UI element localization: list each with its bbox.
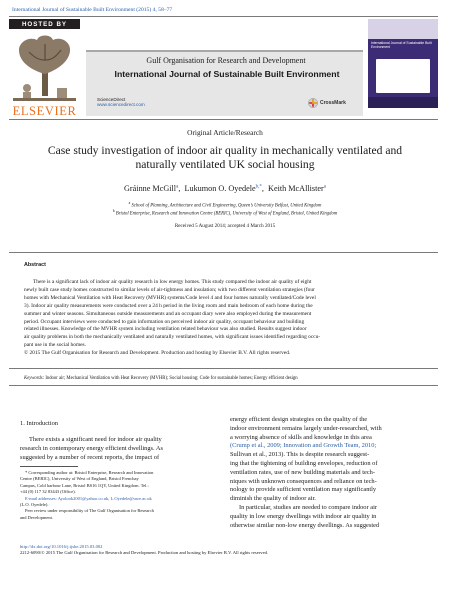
footnotes xyxy=(20,470,216,521)
abstract-body xyxy=(24,279,427,358)
keywords-label: Keywords: xyxy=(24,376,45,381)
abstract-heading: Abstract xyxy=(24,262,46,268)
hosted-by-badge: HOSTED BY xyxy=(9,19,80,29)
cover-logo-panel xyxy=(376,59,430,93)
abstract-line: homes with Mechanical Ventilation with Heat Recovery (MVHR) systems/Code level 4 and four homes naturally ventilated/Code level xyxy=(24,294,316,301)
keywords xyxy=(24,376,434,381)
affiliation-mark: b xyxy=(112,209,115,213)
sciencedirect-block xyxy=(97,97,145,108)
footnote-line: Campus, Cold harbour Lane, Bristol BS16 1QY, United Kingdom. Tel.: xyxy=(20,482,149,488)
abstract-line: newly built case study homes constructed to similar levels of air-tightness and insulation; with two different ventilation strategies (four xyxy=(24,286,315,293)
header-rule xyxy=(9,119,438,120)
footnote-line: * Corresponding author at: Bristol Enterprise, Research and Innovation xyxy=(25,470,154,475)
received-dates: Received 5 August 2014; accepted 4 March 2015 xyxy=(174,223,276,229)
organisation-name: Gulf Organisation for Research and Development xyxy=(146,56,306,65)
journal-cover-thumbnail[interactable] xyxy=(368,19,438,108)
affiliation-text: Bristol Enterprise, Research and Innovation Centre (BERIC), University of West of England, Bristol, United Kingdom xyxy=(115,211,338,217)
doi-link[interactable]: http://dx.doi.org/10.1016/j.ijsbe.2015.03.002 xyxy=(20,544,103,549)
footnote-line: Peer review under responsibility of The Gulf Organisation for Research xyxy=(25,508,154,514)
crossmark-icon xyxy=(308,98,318,108)
body-line: ing that the tightening of building envelopes, reduction of xyxy=(230,459,378,467)
footnote-line: Centre (BERIC), University of West of England, Bristol Frenchay xyxy=(20,476,139,482)
intro-left-column xyxy=(20,436,216,462)
page-footer xyxy=(20,544,440,556)
body-line: energy efficient design strategies on the quality of the xyxy=(230,416,368,423)
abstract-line: period. Occupant interviews were conducted to gain information on perceived indoor air quality, occupant behaviour and building xyxy=(24,318,305,325)
copyright-line: © 2015 The Gulf Organisation for Research and Development. Production and hosting by Elsevier B.V. All rights reserved. xyxy=(24,350,291,357)
cover-bottom-band xyxy=(368,97,438,108)
body-line: suggested by a number of recent reports, the impact of xyxy=(20,453,160,461)
abstract-top-rule xyxy=(9,252,438,253)
body-line: nology to provide sufficient ventilation may significantly xyxy=(230,486,377,494)
keywords-top-rule xyxy=(9,368,438,369)
footnote-line: (L.O. Oyedele). xyxy=(20,502,49,508)
keywords-bottom-rule xyxy=(9,385,438,386)
footnote-email-line[interactable]: E-mail addresses: Ayolook2001@yahoo.co.uk, L.Oyedele@uwe.ac.uk xyxy=(25,495,152,501)
body-line: indoor environment remains largely under-researched, with xyxy=(230,424,382,432)
cover-top-band xyxy=(368,19,438,39)
article-type: Original Article/Research xyxy=(187,128,263,137)
author-list: Gráinne McGill$^a$, Lukumon O. Oyedele$^{b,*}$, Keith McAllister$^a$ xyxy=(124,184,326,193)
crossmark-label: CrossMark xyxy=(320,100,346,106)
body-line: There exists a significant need for indoor air quality xyxy=(29,436,162,443)
citation-line[interactable]: Sullivan et al., 2013). This is despite research suggest- xyxy=(230,451,370,459)
journal-name[interactable]: International Journal of Sustainable Built Environment xyxy=(114,69,340,79)
body-line: niques with unknown consequences and reliance on tech- xyxy=(230,477,377,485)
intro-right-column xyxy=(230,416,428,530)
author-affiliation-mark[interactable]: b,* xyxy=(255,184,262,190)
footer-copyright: 2212-6090/© 2015 The Gulf Organisation for Research and Development. Production and hosting by Elsevier B.V. All rights reserved. xyxy=(20,550,269,556)
abstract-line: pant use in the social homes. xyxy=(24,342,86,349)
footnote-line: and Development. xyxy=(20,514,53,520)
affiliation xyxy=(0,209,450,217)
author-name[interactable]: Lukumon O. Oyedele xyxy=(184,184,256,193)
top-rule xyxy=(9,16,438,17)
abstract-line: 3). Indoor air quality measurements were conducted over a 24 h period in the living room and main bedroom of each home during the xyxy=(24,302,313,309)
body-line: ventilation rates, use of new building materials and tech- xyxy=(230,468,375,476)
cover-title: International Journal of Sustainable Built Environment xyxy=(371,41,432,49)
body-line: research in contemporary energy efficient dwellings. As xyxy=(20,444,163,452)
affiliation-mark: a xyxy=(128,201,131,205)
elsevier-wordmark[interactable]: ELSEVIER xyxy=(12,104,77,118)
body-line: In particular, studies are needed to compare indoor air xyxy=(239,503,377,511)
author-name[interactable]: Keith McAllister xyxy=(268,184,324,193)
citation-line[interactable]: (Crump et al., 2009; Innovation and Growth Team, 2010; xyxy=(230,442,377,450)
abstract-line: air quality problems in both the mechanically ventilated and naturally ventilated homes, with significant issues identified regarding occu- xyxy=(24,334,321,341)
body-line: otherwise similar non-low energy dwellings. As suggested xyxy=(230,521,380,529)
footnote-line: +44 (0) 117 32 83443 (Office). xyxy=(20,489,76,495)
author-affiliation-mark[interactable]: a xyxy=(323,184,326,190)
article-title: Case study investigation of indoor air quality in mechanically ventilated and naturally ventilated UK social housing xyxy=(47,144,403,171)
keywords-text: Indoor air; Mechanical Ventilation with Heat Recovery (MVHR); Social housing; Code for sustainable homes; Energy efficient design xyxy=(45,376,298,381)
affiliation-text: School of Planning, Architecture and Civil Engineering, Queen’s University Belfast, United Kingdom xyxy=(131,203,322,209)
body-line: a worrying absence of skills and knowledge in this area xyxy=(230,433,372,441)
elsevier-tree-logo xyxy=(9,30,80,105)
body-line: diminish the quality of indoor air. xyxy=(230,495,316,503)
footnote-rule xyxy=(20,466,78,467)
author-name[interactable]: Gráinne McGill xyxy=(124,184,177,193)
running-head[interactable]: International Journal of Sustainable Built Environment (2015) 4, 58–77 xyxy=(12,7,173,13)
abstract-line: summer and winter seasons. Simultaneous outside measurements and an occupant diary were also employed during the measurement xyxy=(24,310,312,317)
abstract-line: related illnesses. Knowledge of the MVHR system including ventilation related behaviour was also studied. Results suggest indoor xyxy=(24,326,307,333)
sciencedirect-label: ScienceDirect xyxy=(97,97,126,102)
section-heading: 1. Introduction xyxy=(20,420,58,427)
body-line: quality in low energy dwellings with indoor air quality in xyxy=(230,512,377,520)
crossmark-badge[interactable] xyxy=(308,98,346,108)
affiliation xyxy=(0,201,450,209)
abstract-line: There is a significant lack of indoor air quality research in low energy homes. This study compared the indoor air quality of eight xyxy=(33,279,312,285)
sciencedirect-link[interactable]: www.sciencedirect.com xyxy=(97,102,145,108)
author-affiliation-mark[interactable]: a xyxy=(176,184,179,190)
